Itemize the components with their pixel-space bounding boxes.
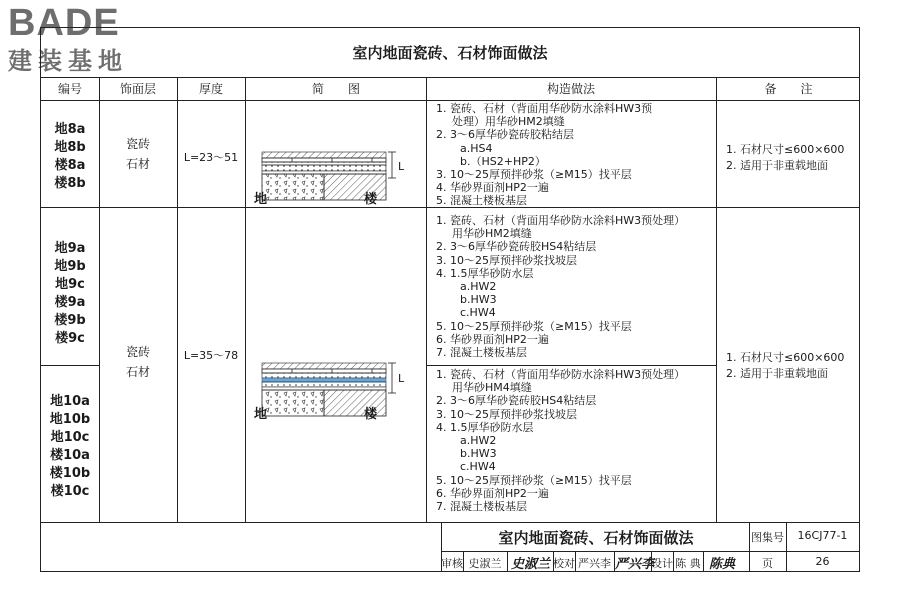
remark-line: 2. 适用于非重载地面 — [726, 159, 828, 172]
row1-thickness: L=23～51 — [183, 151, 239, 164]
waterproof-section-figure — [246, 311, 426, 421]
row2-diagram — [246, 311, 426, 421]
dimension-label: L — [398, 372, 405, 385]
header-remark: 备 注 — [764, 82, 813, 96]
reviewer-signature: 史淑兰 — [511, 557, 551, 572]
header-thickness: 厚度 — [198, 82, 223, 96]
reviewer-name: 史淑兰 — [468, 557, 502, 570]
step-line: 2. 3～6厚华砂瓷砖胶HS4粘结层 — [436, 240, 597, 254]
header-method: 构造做法 — [546, 82, 595, 96]
design-label: 设计 — [651, 557, 673, 570]
code-item: 地10b — [49, 412, 91, 427]
remark-line: 2. 适用于非重载地面 — [726, 367, 828, 380]
header-code: 编号 — [57, 82, 82, 96]
atlas-label: 图集号 — [751, 531, 784, 544]
step-line: 6. 华砂界面剂HP2一遍 — [436, 332, 549, 346]
code-item: 地8b — [54, 140, 86, 155]
step-line: b.HW3 — [460, 293, 497, 307]
step-line: 4. 华砂界面剂HP2一遍 — [436, 181, 549, 195]
row1-diagram — [246, 100, 426, 207]
step-line: c.HW4 — [460, 306, 496, 320]
checker-signature: 严兴李 — [615, 557, 655, 572]
step-line: c.HW4 — [460, 460, 496, 474]
code-item: 楼10b — [49, 466, 91, 481]
row2-steps-b — [426, 368, 716, 513]
code-item: 楼8a — [54, 158, 86, 173]
step-line: 7. 混凝土楼板基层 — [436, 500, 527, 514]
grid-line — [177, 78, 178, 522]
logo-latin-text: BADE — [8, 2, 120, 44]
step-line: 用华砂HM2填缝 — [452, 227, 532, 241]
surface-item: 石材 — [125, 157, 150, 171]
sheet-title: 室内地面瓷砖、石材饰面做法 — [41, 28, 859, 78]
step-line: b.HW3 — [460, 447, 497, 461]
designer-name: 陈 典 — [675, 557, 701, 570]
step-line: 1. 瓷砖、石材（背面用华砂防水涂料HW3预 — [436, 102, 653, 115]
code-item: 楼9b — [54, 313, 86, 328]
step-line: 1. 瓷砖、石材（背面用华砂防水涂料HW3预处理） — [436, 368, 686, 381]
step-line: 2. 3～6厚华砂瓷砖胶HS4粘结层 — [436, 394, 597, 408]
step-line: 4. 1.5厚华砂防水层 — [436, 420, 534, 434]
review-label: 审核 — [441, 557, 463, 570]
step-line: 3. 10～25厚预拌砂浆找坡层 — [436, 253, 577, 267]
grid-line — [41, 522, 859, 523]
row2-remarks — [716, 350, 861, 382]
row1-steps — [426, 102, 716, 208]
surface-item: 石材 — [125, 365, 150, 379]
step-line: 5. 10～25厚预拌砂浆（≥M15）找平层 — [436, 319, 632, 333]
floor-section-figure — [246, 100, 426, 207]
surface-item: 瓷砖 — [125, 137, 150, 151]
row1-codes — [41, 121, 99, 193]
code-item: 地8a — [54, 122, 86, 137]
page-number: 26 — [815, 555, 830, 568]
row2-steps-a — [426, 214, 716, 359]
step-line: 1. 瓷砖、石材（背面用华砂防水涂料HW3预处理） — [436, 214, 686, 227]
storey-label: 楼 — [364, 192, 378, 207]
step-line: b.（HS2+HP2） — [460, 154, 546, 168]
row2-thickness: L=35～78 — [183, 349, 239, 362]
row1-surface — [99, 134, 177, 174]
storey-label: 楼 — [364, 407, 378, 422]
step-line: 6. 华砂界面剂HP2一遍 — [436, 486, 549, 500]
grid-line — [507, 551, 508, 572]
atlas-number: 16CJ77-1 — [797, 529, 848, 542]
step-line: a.HW2 — [460, 434, 497, 448]
remark-line: 1. 石材尺寸≤600×600 — [726, 351, 845, 364]
check-label: 校对 — [553, 557, 575, 570]
code-item: 楼10a — [50, 448, 90, 463]
code-item: 楼8b — [54, 176, 86, 191]
remark-line: 1. 石材尺寸≤600×600 — [726, 143, 845, 156]
step-line: 3. 10～25厚预拌砂浆（≥M15）找平层 — [436, 168, 632, 182]
row2-surface — [99, 342, 177, 382]
grid-line — [426, 365, 716, 366]
step-line: 4. 1.5厚华砂防水层 — [436, 266, 534, 280]
code-item: 地10c — [50, 430, 90, 445]
step-line: 7. 混凝土楼板基层 — [436, 346, 527, 360]
code-item: 地9c — [55, 277, 85, 292]
step-line: 5. 10～25厚预拌砂浆（≥M15）找平层 — [436, 473, 632, 487]
code-item: 地9a — [54, 241, 86, 256]
surface-item: 瓷砖 — [125, 345, 150, 359]
row2-codes-a — [41, 240, 99, 348]
checker-name: 严兴李 — [578, 557, 611, 570]
grid-line — [703, 551, 704, 572]
drawing-sheet — [40, 27, 860, 572]
header-surface: 饰面层 — [119, 82, 156, 96]
code-item: 楼10c — [50, 484, 90, 499]
ground-label: 地 — [254, 192, 268, 207]
step-line: 3. 10～25厚预拌砂浆找坡层 — [436, 407, 577, 421]
dimension-label: L — [398, 160, 405, 173]
grid-line — [41, 100, 859, 101]
step-line: 用华砂HM4填缝 — [452, 381, 532, 395]
code-item: 楼9a — [54, 295, 86, 310]
grid-line — [41, 365, 99, 366]
step-line: 2. 3～6厚华砂瓷砖胶粘结层 — [436, 128, 574, 142]
grid-line — [441, 551, 859, 552]
step-line: 5. 混凝土楼板基层 — [436, 194, 527, 208]
logo-chinese-text: 建装基地 — [8, 47, 128, 75]
ground-label: 地 — [254, 407, 268, 422]
header-figure: 简 图 — [311, 82, 360, 96]
step-line: a.HS4 — [460, 141, 493, 155]
row1-remarks — [716, 142, 861, 174]
step-line: 处理）用华砂HM2填缝 — [452, 115, 565, 129]
row2-codes-b — [41, 393, 99, 501]
code-item: 地9b — [54, 259, 86, 274]
step-line: a.HW2 — [460, 280, 497, 294]
code-item: 地10a — [50, 394, 90, 409]
designer-signature: 陈典 — [709, 557, 736, 572]
page-label: 页 — [762, 557, 773, 570]
code-item: 楼9c — [55, 331, 85, 346]
titleblock-title: 室内地面瓷砖、石材饰面做法 — [498, 529, 694, 547]
